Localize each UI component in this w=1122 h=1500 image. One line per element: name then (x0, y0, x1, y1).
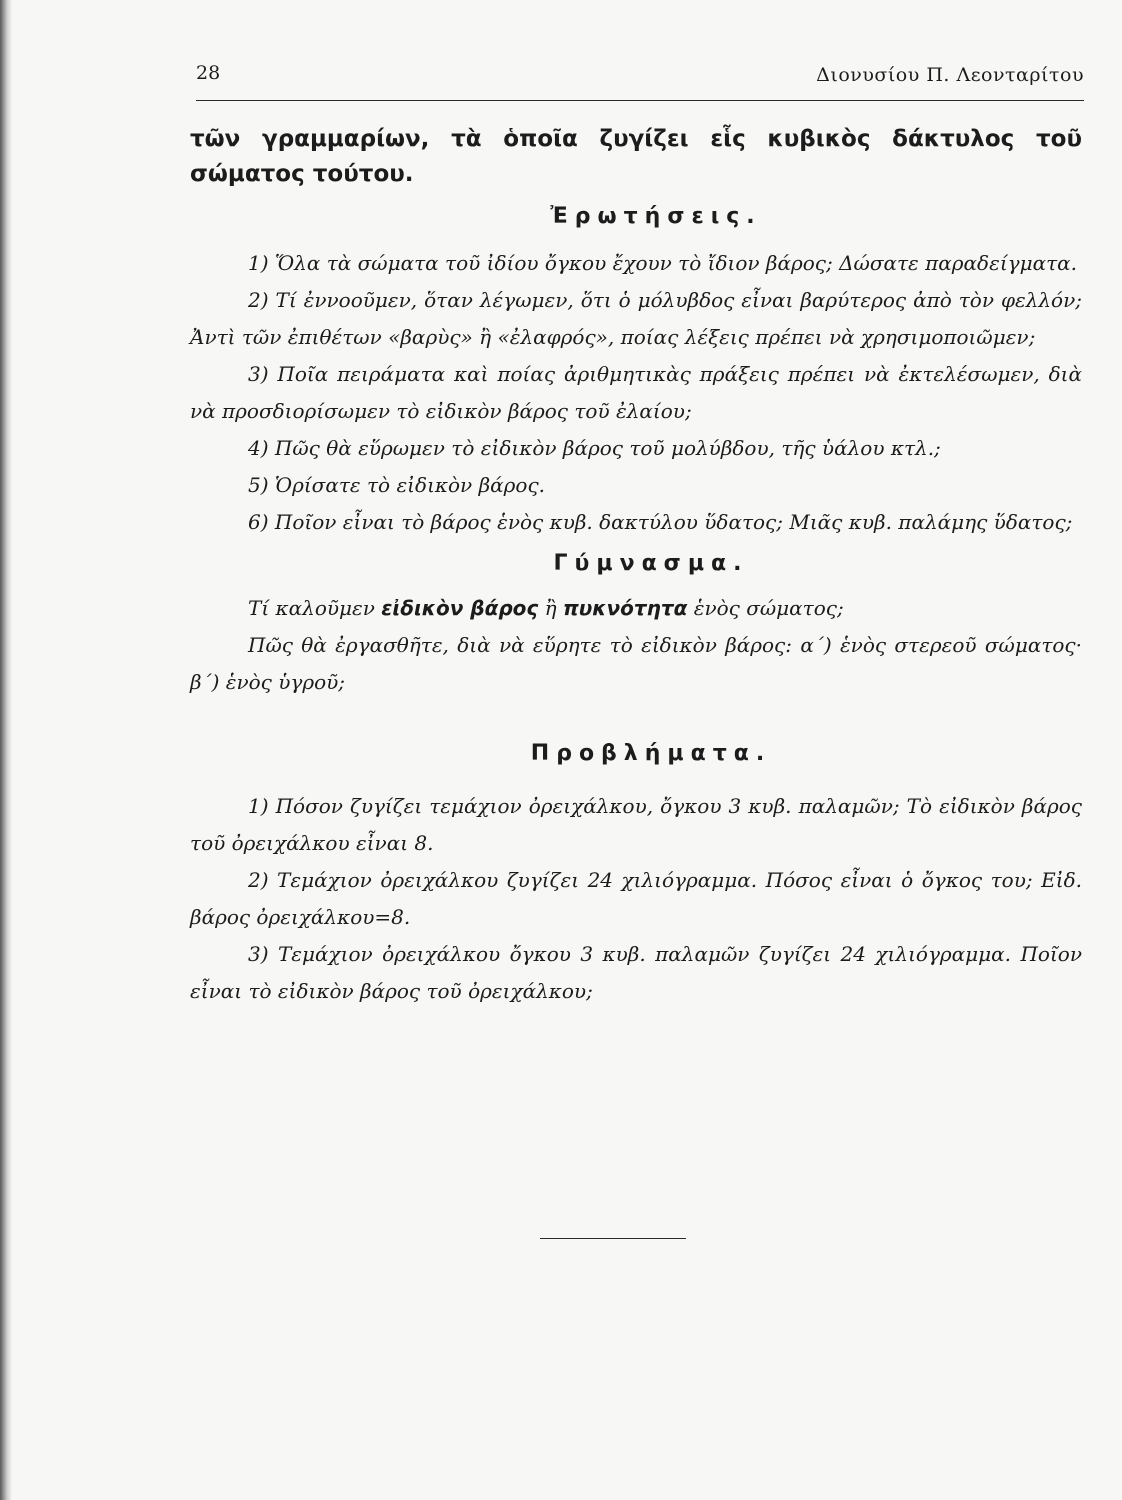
exercise-heading: Γύμνασμα. (553, 551, 749, 576)
problems-list (190, 788, 1082, 1010)
page-number: 28 (196, 62, 221, 84)
question-item: 6) Ποῖον εἶναι τὸ βάρος ἑνὸς κυβ. δακτύλου ὕδατος; Μιᾶς κυβ. παλάμης ὕδατος; (248, 510, 1073, 534)
question-item: 2) Τί ἐννοοῦμεν, ὅταν λέγωμεν, ὅτι ὁ μόλυβδος εἶναι βαρύτερος ἀπὸ τὸν φελλόν; Ἀντὶ τῶν ἐπιθέτων «βαρὺς» ἢ «ἐλαφρός», ποίας λέξεις πρέπει νὰ χρησιμοποιῶμεν; (190, 288, 1082, 349)
end-of-section-rule (540, 1238, 686, 1239)
exercise-text: Τί καλοῦμεν (248, 596, 382, 620)
exercise-text: ἢ (538, 596, 563, 620)
scan-shadow-edge (0, 0, 12, 1500)
problem-item: 1) Πόσον ζυγίζει τεμάχιον ὀρειχάλκου, ὄγκου 3 κυβ. παλαμῶν; Τὸ εἰδικὸν βάρος τοῦ ὀρειχάλκου εἶναι 8. (190, 794, 1082, 855)
question-item: 3) Ποῖα πειράματα καὶ ποίας ἀριθμητικὰς πράξεις πρέπει νὰ ἐκτελέσωμεν, διὰ νὰ προσδιορίσωμεν τὸ εἰδικὸν βάρος τοῦ ἐλαίου; (190, 362, 1082, 423)
intro-paragraph: τῶν γραμμαρίων, τὰ ὁποῖα ζυγίζει εἷς κυβικὸς δάκτυλος τοῦ σώματος τούτου. (190, 126, 1082, 187)
questions-list (190, 245, 1082, 541)
exercise-line-2: Πῶς θὰ ἐργασθῆτε, διὰ νὰ εὕρητε τὸ εἰδικὸν βάρος: α΄) ἑνὸς στερεοῦ σώματος· β΄) ἑνὸς ὑγροῦ; (190, 633, 1082, 694)
page-content (190, 122, 1082, 1010)
problems-heading: Προβλήματα. (530, 741, 772, 766)
running-head: Διονυσίου Π. Λεονταρίτου (816, 64, 1084, 86)
question-item: 4) Πῶς θὰ εὕρωμεν τὸ εἰδικὸν βάρος τοῦ μολύβδου, τῆς ὑάλου κτλ.; (248, 436, 941, 460)
term-specific-weight: εἰδικὸν βάρος (381, 596, 539, 620)
term-density: πυκνότητα (562, 596, 688, 620)
exercise-block (190, 590, 1082, 701)
exercise-text: ἑνὸς σώματος; (687, 596, 844, 620)
question-item: 1) Ὅλα τὰ σώματα τοῦ ἰδίου ὄγκου ἔχουν τὸ ἴδιον βάρος; Δώσατε παραδείγματα. (248, 251, 1078, 275)
question-item: 5) Ὁρίσατε τὸ εἰδικὸν βάρος. (248, 473, 546, 497)
problem-item: 3) Τεμάχιον ὀρειχάλκου ὄγκου 3 κυβ. παλαμῶν ζυγίζει 24 χιλιόγραμμα. Ποῖον εἶναι τὸ εἰδικὸν βάρος τοῦ ὀρειχάλκου; (190, 942, 1082, 1003)
exercise-line-1 (190, 590, 1082, 627)
questions-heading: Ἐρωτήσεις. (550, 204, 762, 229)
page-header (196, 56, 1084, 101)
problem-item: 2) Τεμάχιον ὀρειχάλκου ζυγίζει 24 χιλιόγραμμα. Πόσος εἶναι ὁ ὄγκος του; Εἰδ. βάρος ὀρειχάλκου=8. (190, 868, 1082, 929)
